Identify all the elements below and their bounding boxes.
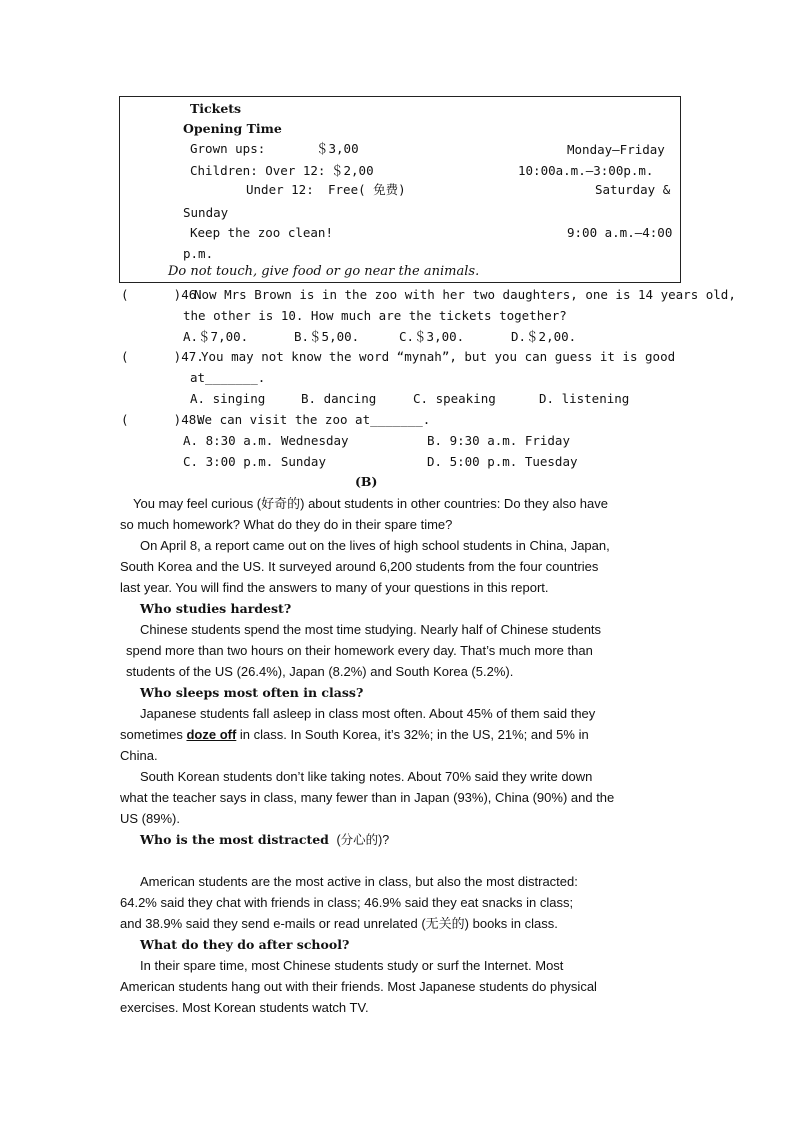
q48-option-b: B. 9:30 a.m. Friday [427,433,570,448]
p2-line2: South Korea and the US. It surveyed around 6,200 students from the four countries [120,559,599,574]
p1-line2: so much homework? What do they do in their spare time? [120,517,453,532]
q46-number: ( )46. [121,287,204,302]
p2-line3: last year. You will find the answers to many of your questions in this report. [120,580,549,595]
q46-option-d: D.＄2,00. [511,329,577,344]
under-12-label: Under 12: [246,182,314,197]
q46-option-c: C.＄3,00. [399,329,465,344]
q47-option-d: D. listening [539,391,630,406]
notice-warning: Do not touch, give food or go near the animals. [168,264,480,279]
q47-number: ( )47. [121,349,204,364]
p5-line1: South Korean students don’t like taking notes. About 70% said they write down [140,769,593,784]
p3-line2: spend more than two hours on their homework every day. That’s much more than [126,643,593,658]
q47-text-2: at_______. [190,370,266,385]
p5-line3: US (89%). [120,811,180,826]
q47-option-c: C. speaking [413,391,496,406]
p4-line1: Japanese students fall asleep in class most often. About 45% of them said they [140,706,596,721]
p6-line3: and 38.9% said they send e-mails or read unrelated (无关的) books in class. [120,916,558,931]
weekday-days: Monday—Friday [567,142,665,157]
p6-line2: 64.2% said they chat with friends in class; 46.9% said they eat snacks in class; [120,895,574,910]
q48-option-d: D. 5:00 p.m. Tuesday [427,454,578,469]
p3-line3: students of the US (26.4%), Japan (8.2%) and South Korea (5.2%). [126,664,514,679]
p4-line2-post: in class. In South Korea, it’s 32%; in the US, 21%; and 5% in [236,727,589,742]
section-label: (B) [355,474,378,489]
q48-number: ( )48. [121,412,204,427]
q47-option-a: A. singing [190,391,266,406]
q46-text-1: Now Mrs Brown is in the zoo with her two daughters, one is 14 years old, [194,287,736,302]
p7-line3: exercises. Most Korean students watch TV. [120,1000,369,1015]
keep-clean-note: Keep the zoo clean! [190,225,333,240]
heading-distracted-cn: (分心的)? [336,833,390,847]
weekend-days-a: Saturday & [595,182,671,197]
children-over-label: Children: Over 12: [190,163,326,178]
heading-studies-hardest: Who studies hardest? [140,601,292,616]
opening-time-heading: Opening Time [183,121,282,136]
p4-line2 [120,727,589,743]
heading-distracted [140,832,389,848]
under-12-price: Free( 免费) [328,182,406,197]
q46-option-b: B.＄5,00. [294,329,360,344]
p7-line2: American students hang out with their friends. Most Japanese students do physical [120,979,597,994]
heading-distracted-text: Who is the most distracted [140,832,329,847]
q47-option-b: B. dancing [301,391,377,406]
p2-line1: On April 8, a report came out on the lives of high school students in China, Japan, [140,538,610,553]
p3-line1: Chinese students spend the most time studying. Nearly half of Chinese students [140,622,602,637]
p4-line2-pre: sometimes [120,727,187,742]
grown-ups-price: ＄3,00 [316,141,359,156]
p1-line1: You may feel curious (好奇的) about students in other countries: Do they also have [133,496,608,511]
weekend-hours-a: 9:00 a.m.—4:00 [567,225,673,240]
weekend-hours-b: p.m. [183,246,214,261]
heading-sleeps-in-class: Who sleeps most often in class? [140,685,364,700]
children-over-price: ＄2,00 [331,163,374,178]
weekday-hours: 10:00a.m.—3:00p.m. [518,163,654,178]
p4-line3: China. [120,748,158,763]
heading-after-school: What do they do after school? [140,937,350,952]
notice-title: Tickets [190,101,242,116]
q48-option-c: C. 3:00 p.m. Sunday [183,454,326,469]
p5-line2: what the teacher says in class, many fewer than in Japan (93%), China (90%) and the [120,790,615,805]
p7-line1: In their spare time, most Chinese students study or surf the Internet. Most [140,958,564,973]
grown-ups-label: Grown ups: [190,141,266,156]
doze-off-keyword: doze off [186,727,237,742]
q48-option-a: A. 8:30 a.m. Wednesday [183,433,349,448]
q47-text-1: You may not know the word “mynah”, but you can guess it is good [201,349,676,364]
p6-line1: American students are the most active in class, but also the most distracted: [140,874,578,889]
q46-text-2: the other is 10. How much are the tickets together? [183,308,567,323]
q46-option-a: A.＄7,00. [183,329,249,344]
weekend-days-b: Sunday [183,205,229,220]
q48-text: We can visit the zoo at_______. [197,412,431,427]
